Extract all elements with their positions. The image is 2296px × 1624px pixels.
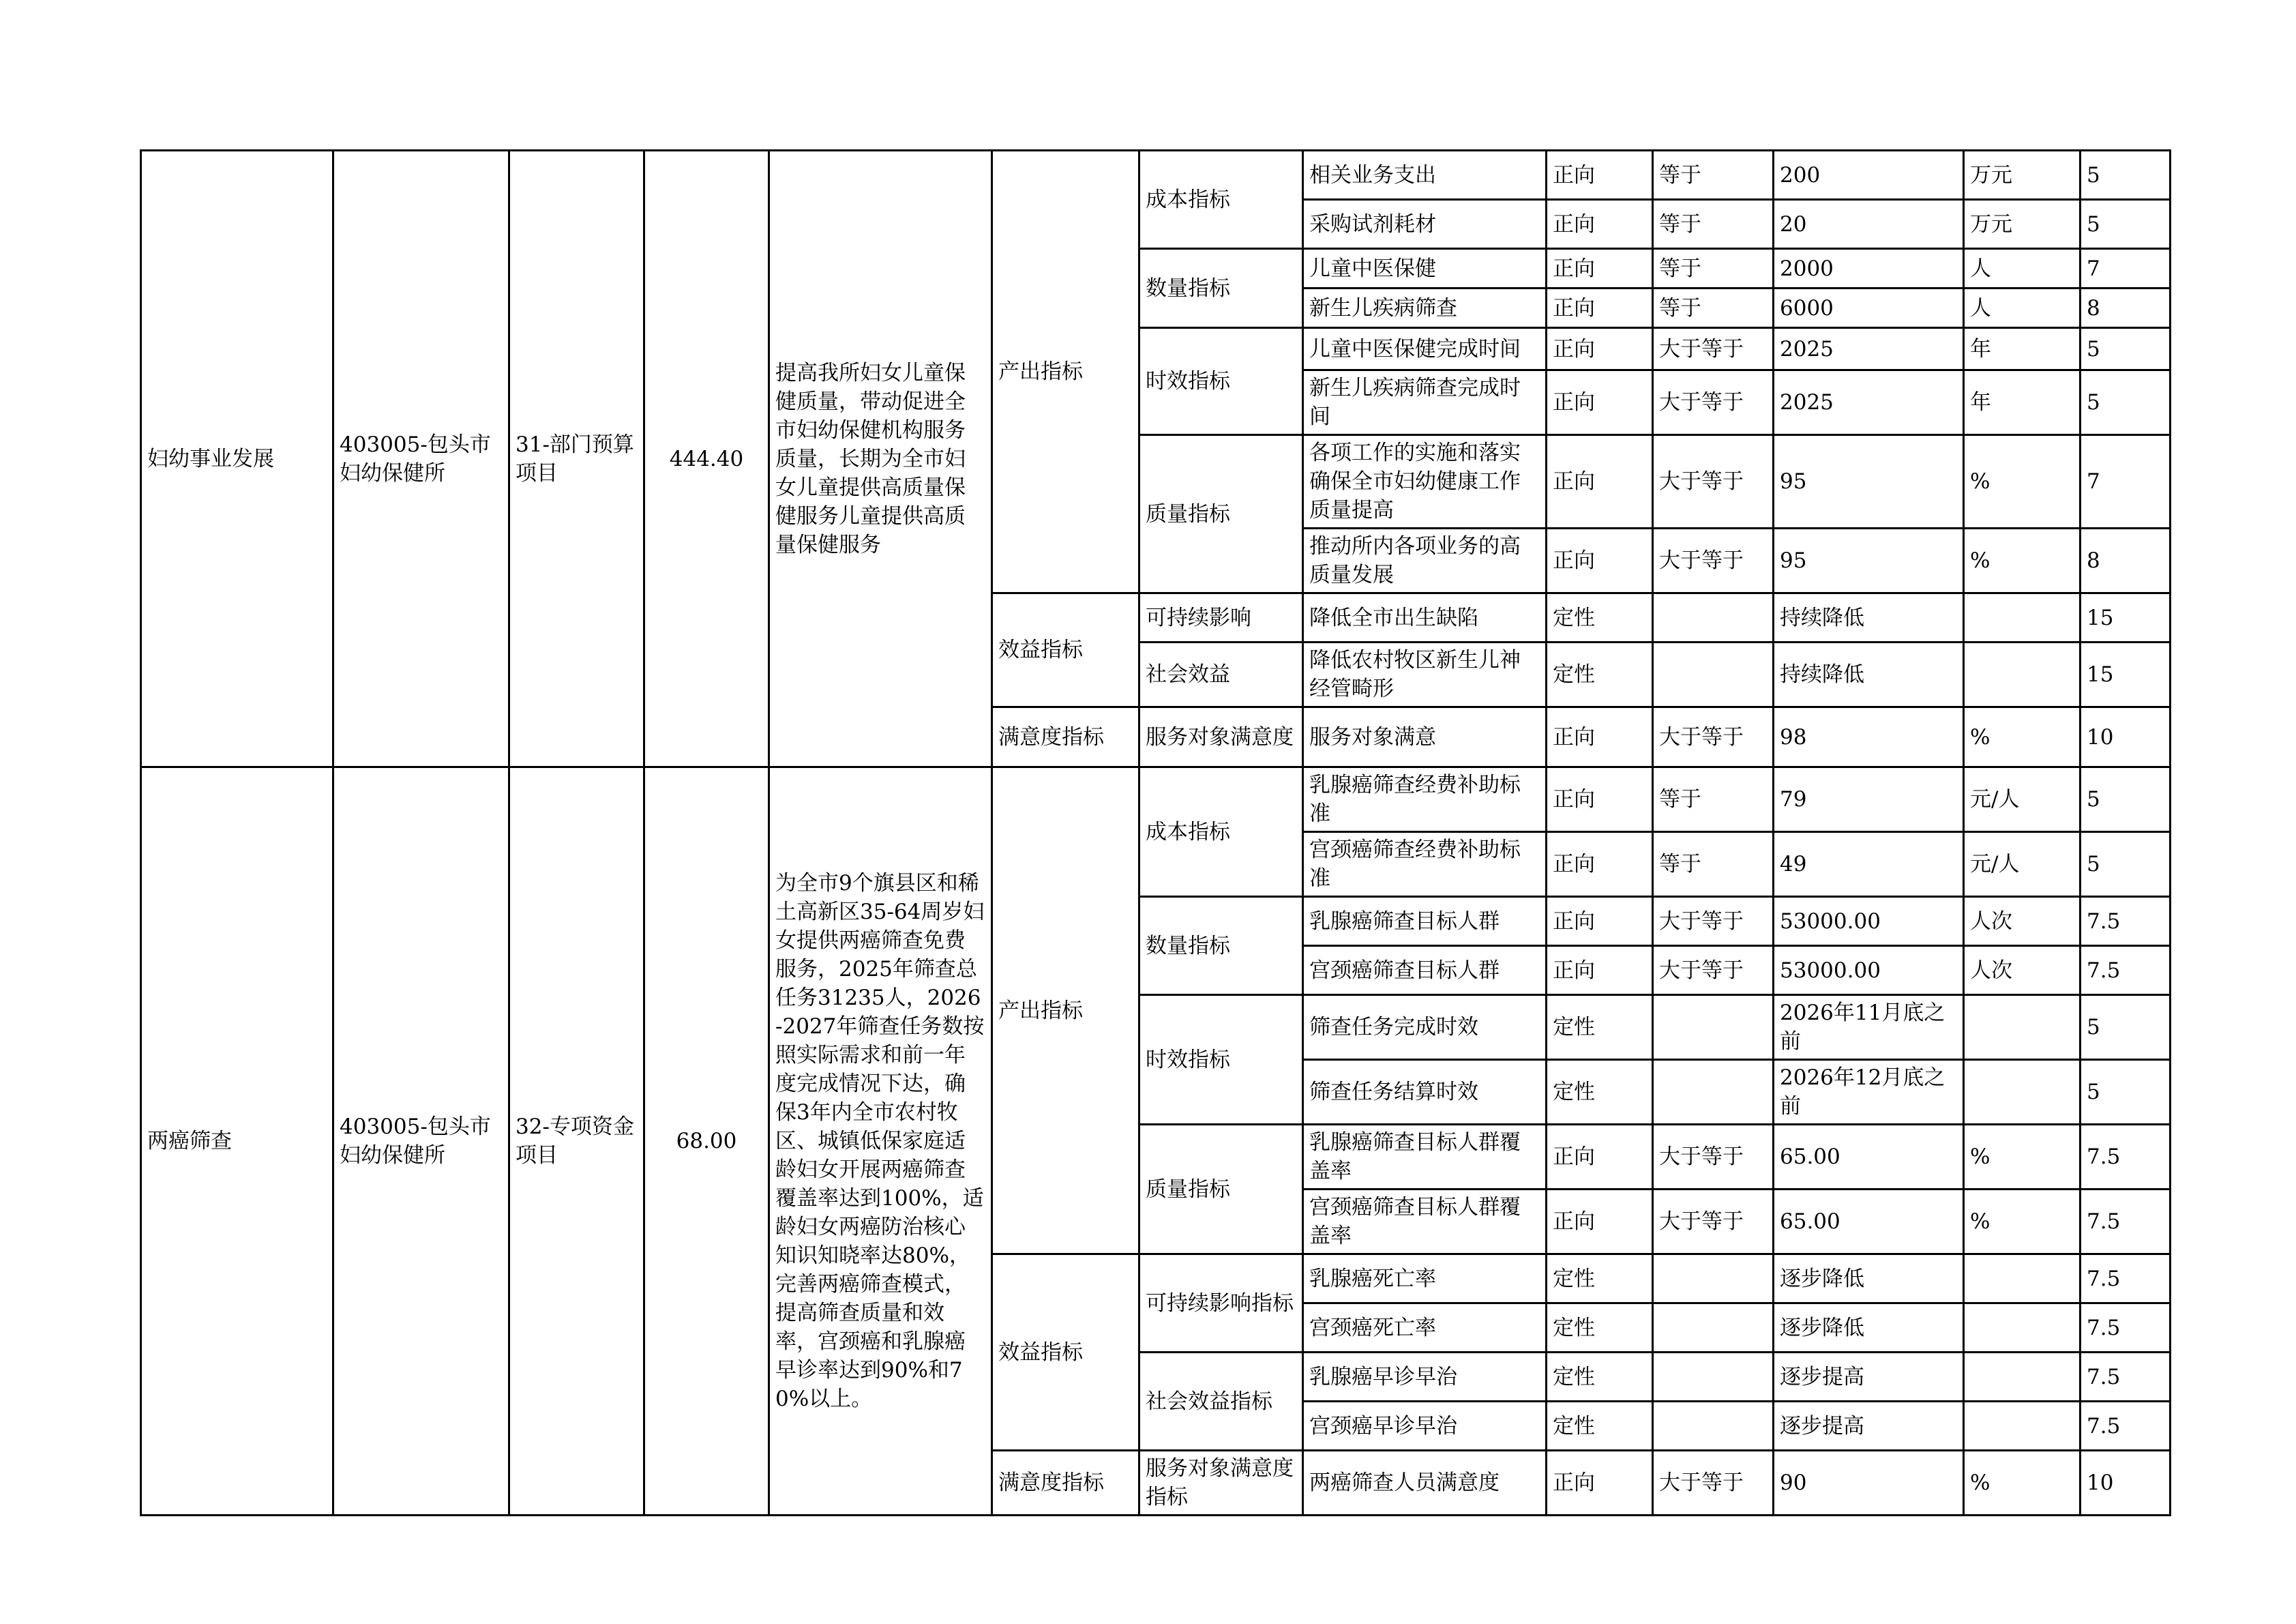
- indicator-operator-cell: 等于: [1653, 289, 1774, 328]
- indicator-unit-cell: %: [1964, 707, 2081, 767]
- indicator-nature-cell: 正向: [1547, 435, 1653, 529]
- indicator-name-cell: 各项工作的实施和落实确保全市妇幼健康工作质量提高: [1303, 435, 1547, 529]
- indicator-weight-cell: 7: [2081, 435, 2171, 529]
- indicator-value-cell: 6000: [1774, 289, 1964, 328]
- indicator-value-cell: 持续降低: [1774, 593, 1964, 643]
- indicator-unit-cell: %: [1964, 529, 2081, 593]
- indicator-value-cell: 逐步降低: [1774, 1254, 1964, 1303]
- budget-amount-cell: 68.00: [644, 767, 769, 1516]
- indicator-unit-cell: %: [1964, 1190, 2081, 1254]
- indicator-operator-cell: [1653, 1254, 1774, 1303]
- indicator-nature-cell: 正向: [1547, 1125, 1653, 1190]
- indicator-value-cell: 49: [1774, 832, 1964, 897]
- indicator-weight-cell: 7: [2081, 249, 2171, 289]
- indicator-name-cell: 乳腺癌早诊早治: [1303, 1353, 1547, 1402]
- indicator-weight-cell: 5: [2081, 1060, 2171, 1125]
- indicator-unit-cell: 年: [1964, 370, 2081, 435]
- indicator-operator-cell: [1653, 1353, 1774, 1402]
- level1-indicator-cell: 产出指标: [992, 767, 1139, 1254]
- level2-indicator-cell: 时效指标: [1139, 995, 1303, 1125]
- indicator-operator-cell: 大于等于: [1653, 946, 1774, 995]
- indicator-name-cell: 服务对象满意: [1303, 707, 1547, 767]
- level1-indicator-cell: 满意度指标: [992, 707, 1139, 767]
- indicator-name-cell: 宫颈癌筛查目标人群: [1303, 946, 1547, 995]
- indicator-nature-cell: 正向: [1547, 200, 1653, 249]
- indicator-nature-cell: 定性: [1547, 593, 1653, 643]
- indicator-weight-cell: 15: [2081, 643, 2171, 707]
- indicator-name-cell: 两癌筛查人员满意度: [1303, 1451, 1547, 1516]
- indicator-operator-cell: [1653, 643, 1774, 707]
- level2-indicator-cell: 数量指标: [1139, 897, 1303, 995]
- indicator-weight-cell: 5: [2081, 328, 2171, 370]
- indicator-nature-cell: 定性: [1547, 643, 1653, 707]
- indicator-nature-cell: 定性: [1547, 1254, 1653, 1303]
- indicator-value-cell: 2026年11月底之前: [1774, 995, 1964, 1060]
- indicator-nature-cell: 正向: [1547, 249, 1653, 289]
- indicator-weight-cell: 5: [2081, 370, 2171, 435]
- indicator-nature-cell: 正向: [1547, 1190, 1653, 1254]
- indicator-weight-cell: 7.5: [2081, 897, 2171, 946]
- project-name-cell: 两癌筛查: [141, 767, 333, 1516]
- indicator-weight-cell: 5: [2081, 200, 2171, 249]
- indicator-operator-cell: [1653, 995, 1774, 1060]
- performance-goal-cell: 为全市9个旗县区和稀土高新区35-64周岁妇女提供两癌筛查免费服务，2025年筛查总任务31235人，2026-2027年筛查任务数按照实际需求和前一年度完成情况下达，确保3年内全市农村牧区、城镇低保家庭适龄妇女开展两癌筛查覆盖率达到100%，适龄妇女两癌防治核心知识知晓率达80%，完善两癌筛查模式，提高筛查质量和效率，宫颈癌和乳腺癌早诊率达到90%和70%以上。: [769, 767, 992, 1516]
- indicator-nature-cell: 正向: [1547, 707, 1653, 767]
- indicator-name-cell: 相关业务支出: [1303, 151, 1547, 200]
- indicator-nature-cell: 正向: [1547, 370, 1653, 435]
- indicator-value-cell: 20: [1774, 200, 1964, 249]
- indicator-nature-cell: 定性: [1547, 1353, 1653, 1402]
- project-type-cell: 31-部门预算项目: [509, 151, 644, 767]
- indicator-unit-cell: [1964, 1254, 2081, 1303]
- indicator-weight-cell: 8: [2081, 289, 2171, 328]
- indicator-value-cell: 200: [1774, 151, 1964, 200]
- indicator-name-cell: 宫颈癌筛查经费补助标准: [1303, 832, 1547, 897]
- indicator-name-cell: 乳腺癌死亡率: [1303, 1254, 1547, 1303]
- indicator-operator-cell: 等于: [1653, 151, 1774, 200]
- indicator-nature-cell: 正向: [1547, 151, 1653, 200]
- level2-indicator-cell: 社会效益: [1139, 643, 1303, 707]
- project-type-cell: 32-专项资金项目: [509, 767, 644, 1516]
- indicator-weight-cell: 7.5: [2081, 1254, 2171, 1303]
- indicator-weight-cell: 7.5: [2081, 1125, 2171, 1190]
- indicator-unit-cell: [1964, 1402, 2081, 1451]
- indicator-value-cell: 逐步提高: [1774, 1402, 1964, 1451]
- project-name-cell: 妇幼事业发展: [141, 151, 333, 767]
- indicator-weight-cell: 5: [2081, 151, 2171, 200]
- indicator-unit-cell: 人: [1964, 249, 2081, 289]
- indicator-value-cell: 95: [1774, 529, 1964, 593]
- indicator-name-cell: 儿童中医保健完成时间: [1303, 328, 1547, 370]
- indicator-name-cell: 宫颈癌早诊早治: [1303, 1402, 1547, 1451]
- indicator-name-cell: 新生儿疾病筛查: [1303, 289, 1547, 328]
- indicator-operator-cell: 大于等于: [1653, 529, 1774, 593]
- performance-goal-cell: 提高我所妇女儿童保健质量，带动促进全市妇幼保健机构服务质量，长期为全市妇女儿童提供高质量保健服务儿童提供高质量保健服务: [769, 151, 992, 767]
- indicator-weight-cell: 10: [2081, 1451, 2171, 1516]
- level2-indicator-cell: 可持续影响: [1139, 593, 1303, 643]
- budget-unit-cell: 403005-包头市妇幼保健所: [333, 151, 509, 767]
- indicator-operator-cell: [1653, 1060, 1774, 1125]
- level1-indicator-cell: 效益指标: [992, 593, 1139, 707]
- table-row: [141, 151, 2171, 200]
- indicator-unit-cell: [1964, 643, 2081, 707]
- indicator-weight-cell: 5: [2081, 995, 2171, 1060]
- indicator-value-cell: 逐步提高: [1774, 1353, 1964, 1402]
- level2-indicator-cell: 可持续影响指标: [1139, 1254, 1303, 1353]
- indicator-operator-cell: 大于等于: [1653, 370, 1774, 435]
- level2-indicator-cell: 社会效益指标: [1139, 1353, 1303, 1451]
- indicator-nature-cell: 定性: [1547, 1303, 1653, 1353]
- indicator-operator-cell: 等于: [1653, 832, 1774, 897]
- indicator-name-cell: 乳腺癌筛查经费补助标准: [1303, 767, 1547, 832]
- indicator-operator-cell: 大于等于: [1653, 1125, 1774, 1190]
- indicator-operator-cell: [1653, 593, 1774, 643]
- indicator-name-cell: 儿童中医保健: [1303, 249, 1547, 289]
- indicator-operator-cell: 等于: [1653, 200, 1774, 249]
- indicator-operator-cell: 等于: [1653, 767, 1774, 832]
- indicator-weight-cell: 7.5: [2081, 1303, 2171, 1353]
- indicator-operator-cell: 大于等于: [1653, 328, 1774, 370]
- indicator-unit-cell: 人次: [1964, 946, 2081, 995]
- indicator-unit-cell: 人次: [1964, 897, 2081, 946]
- indicator-nature-cell: 正向: [1547, 529, 1653, 593]
- indicator-weight-cell: 10: [2081, 707, 2171, 767]
- indicator-nature-cell: 定性: [1547, 995, 1653, 1060]
- indicator-operator-cell: [1653, 1402, 1774, 1451]
- indicator-value-cell: 53000.00: [1774, 946, 1964, 995]
- budget-amount-cell: 444.40: [644, 151, 769, 767]
- indicator-operator-cell: 大于等于: [1653, 897, 1774, 946]
- indicator-nature-cell: 正向: [1547, 767, 1653, 832]
- indicator-value-cell: 2000: [1774, 249, 1964, 289]
- indicator-operator-cell: 等于: [1653, 249, 1774, 289]
- level2-indicator-cell: 数量指标: [1139, 249, 1303, 328]
- indicator-unit-cell: %: [1964, 1125, 2081, 1190]
- indicator-value-cell: 79: [1774, 767, 1964, 832]
- level2-indicator-cell: 质量指标: [1139, 435, 1303, 593]
- indicator-name-cell: 采购试剂耗材: [1303, 200, 1547, 249]
- indicator-unit-cell: 元/人: [1964, 767, 2081, 832]
- level2-indicator-cell: 服务对象满意度指标: [1139, 1451, 1303, 1516]
- budget-unit-cell: 403005-包头市妇幼保健所: [333, 767, 509, 1516]
- level2-indicator-cell: 成本指标: [1139, 767, 1303, 897]
- indicator-value-cell: 65.00: [1774, 1125, 1964, 1190]
- table-row: [141, 767, 2171, 832]
- indicator-unit-cell: [1964, 995, 2081, 1060]
- indicator-name-cell: 降低全市出生缺陷: [1303, 593, 1547, 643]
- table-body: [141, 151, 2171, 1516]
- indicator-unit-cell: [1964, 1353, 2081, 1402]
- indicator-name-cell: 筛查任务完成时效: [1303, 995, 1547, 1060]
- indicator-name-cell: 降低农村牧区新生儿神经管畸形: [1303, 643, 1547, 707]
- level1-indicator-cell: 满意度指标: [992, 1451, 1139, 1516]
- indicator-nature-cell: 正向: [1547, 832, 1653, 897]
- indicator-value-cell: 逐步降低: [1774, 1303, 1964, 1353]
- indicator-weight-cell: 8: [2081, 529, 2171, 593]
- indicator-weight-cell: 5: [2081, 767, 2171, 832]
- indicator-name-cell: 新生儿疾病筛查完成时间: [1303, 370, 1547, 435]
- indicator-name-cell: 乳腺癌筛查目标人群: [1303, 897, 1547, 946]
- indicator-nature-cell: 正向: [1547, 328, 1653, 370]
- indicator-value-cell: 2025: [1774, 370, 1964, 435]
- indicator-operator-cell: 大于等于: [1653, 1451, 1774, 1516]
- indicator-nature-cell: 正向: [1547, 946, 1653, 995]
- indicator-nature-cell: 定性: [1547, 1402, 1653, 1451]
- indicator-weight-cell: 7.5: [2081, 1402, 2171, 1451]
- indicator-unit-cell: 年: [1964, 328, 2081, 370]
- indicator-nature-cell: 正向: [1547, 897, 1653, 946]
- indicator-value-cell: 90: [1774, 1451, 1964, 1516]
- indicator-weight-cell: 7.5: [2081, 1190, 2171, 1254]
- level2-indicator-cell: 时效指标: [1139, 328, 1303, 435]
- indicator-weight-cell: 7.5: [2081, 1353, 2171, 1402]
- indicator-value-cell: 95: [1774, 435, 1964, 529]
- indicator-name-cell: 推动所内各项业务的高质量发展: [1303, 529, 1547, 593]
- level2-indicator-cell: 成本指标: [1139, 151, 1303, 249]
- indicator-value-cell: 53000.00: [1774, 897, 1964, 946]
- indicator-weight-cell: 5: [2081, 832, 2171, 897]
- indicator-unit-cell: %: [1964, 1451, 2081, 1516]
- indicator-value-cell: 2025: [1774, 328, 1964, 370]
- indicator-unit-cell: [1964, 1060, 2081, 1125]
- indicator-unit-cell: [1964, 1303, 2081, 1353]
- indicator-weight-cell: 7.5: [2081, 946, 2171, 995]
- indicator-name-cell: 宫颈癌筛查目标人群覆盖率: [1303, 1190, 1547, 1254]
- indicator-unit-cell: %: [1964, 435, 2081, 529]
- indicator-name-cell: 宫颈癌死亡率: [1303, 1303, 1547, 1353]
- indicator-operator-cell: [1653, 1303, 1774, 1353]
- indicator-unit-cell: [1964, 593, 2081, 643]
- indicator-nature-cell: 定性: [1547, 1060, 1653, 1125]
- indicator-weight-cell: 15: [2081, 593, 2171, 643]
- indicator-value-cell: 持续降低: [1774, 643, 1964, 707]
- indicator-unit-cell: 元/人: [1964, 832, 2081, 897]
- performance-indicator-table: [140, 149, 2171, 1516]
- indicator-unit-cell: 万元: [1964, 200, 2081, 249]
- indicator-value-cell: 2026年12月底之前: [1774, 1060, 1964, 1125]
- indicator-operator-cell: 大于等于: [1653, 1190, 1774, 1254]
- indicator-operator-cell: 大于等于: [1653, 435, 1774, 529]
- indicator-unit-cell: 万元: [1964, 151, 2081, 200]
- level2-indicator-cell: 服务对象满意度: [1139, 707, 1303, 767]
- indicator-nature-cell: 正向: [1547, 1451, 1653, 1516]
- indicator-unit-cell: 人: [1964, 289, 2081, 328]
- indicator-value-cell: 98: [1774, 707, 1964, 767]
- indicator-name-cell: 乳腺癌筛查目标人群覆盖率: [1303, 1125, 1547, 1190]
- indicator-name-cell: 筛查任务结算时效: [1303, 1060, 1547, 1125]
- indicator-operator-cell: 大于等于: [1653, 707, 1774, 767]
- level2-indicator-cell: 质量指标: [1139, 1125, 1303, 1254]
- level1-indicator-cell: 产出指标: [992, 151, 1139, 593]
- indicator-nature-cell: 正向: [1547, 289, 1653, 328]
- indicator-value-cell: 65.00: [1774, 1190, 1964, 1254]
- level1-indicator-cell: 效益指标: [992, 1254, 1139, 1451]
